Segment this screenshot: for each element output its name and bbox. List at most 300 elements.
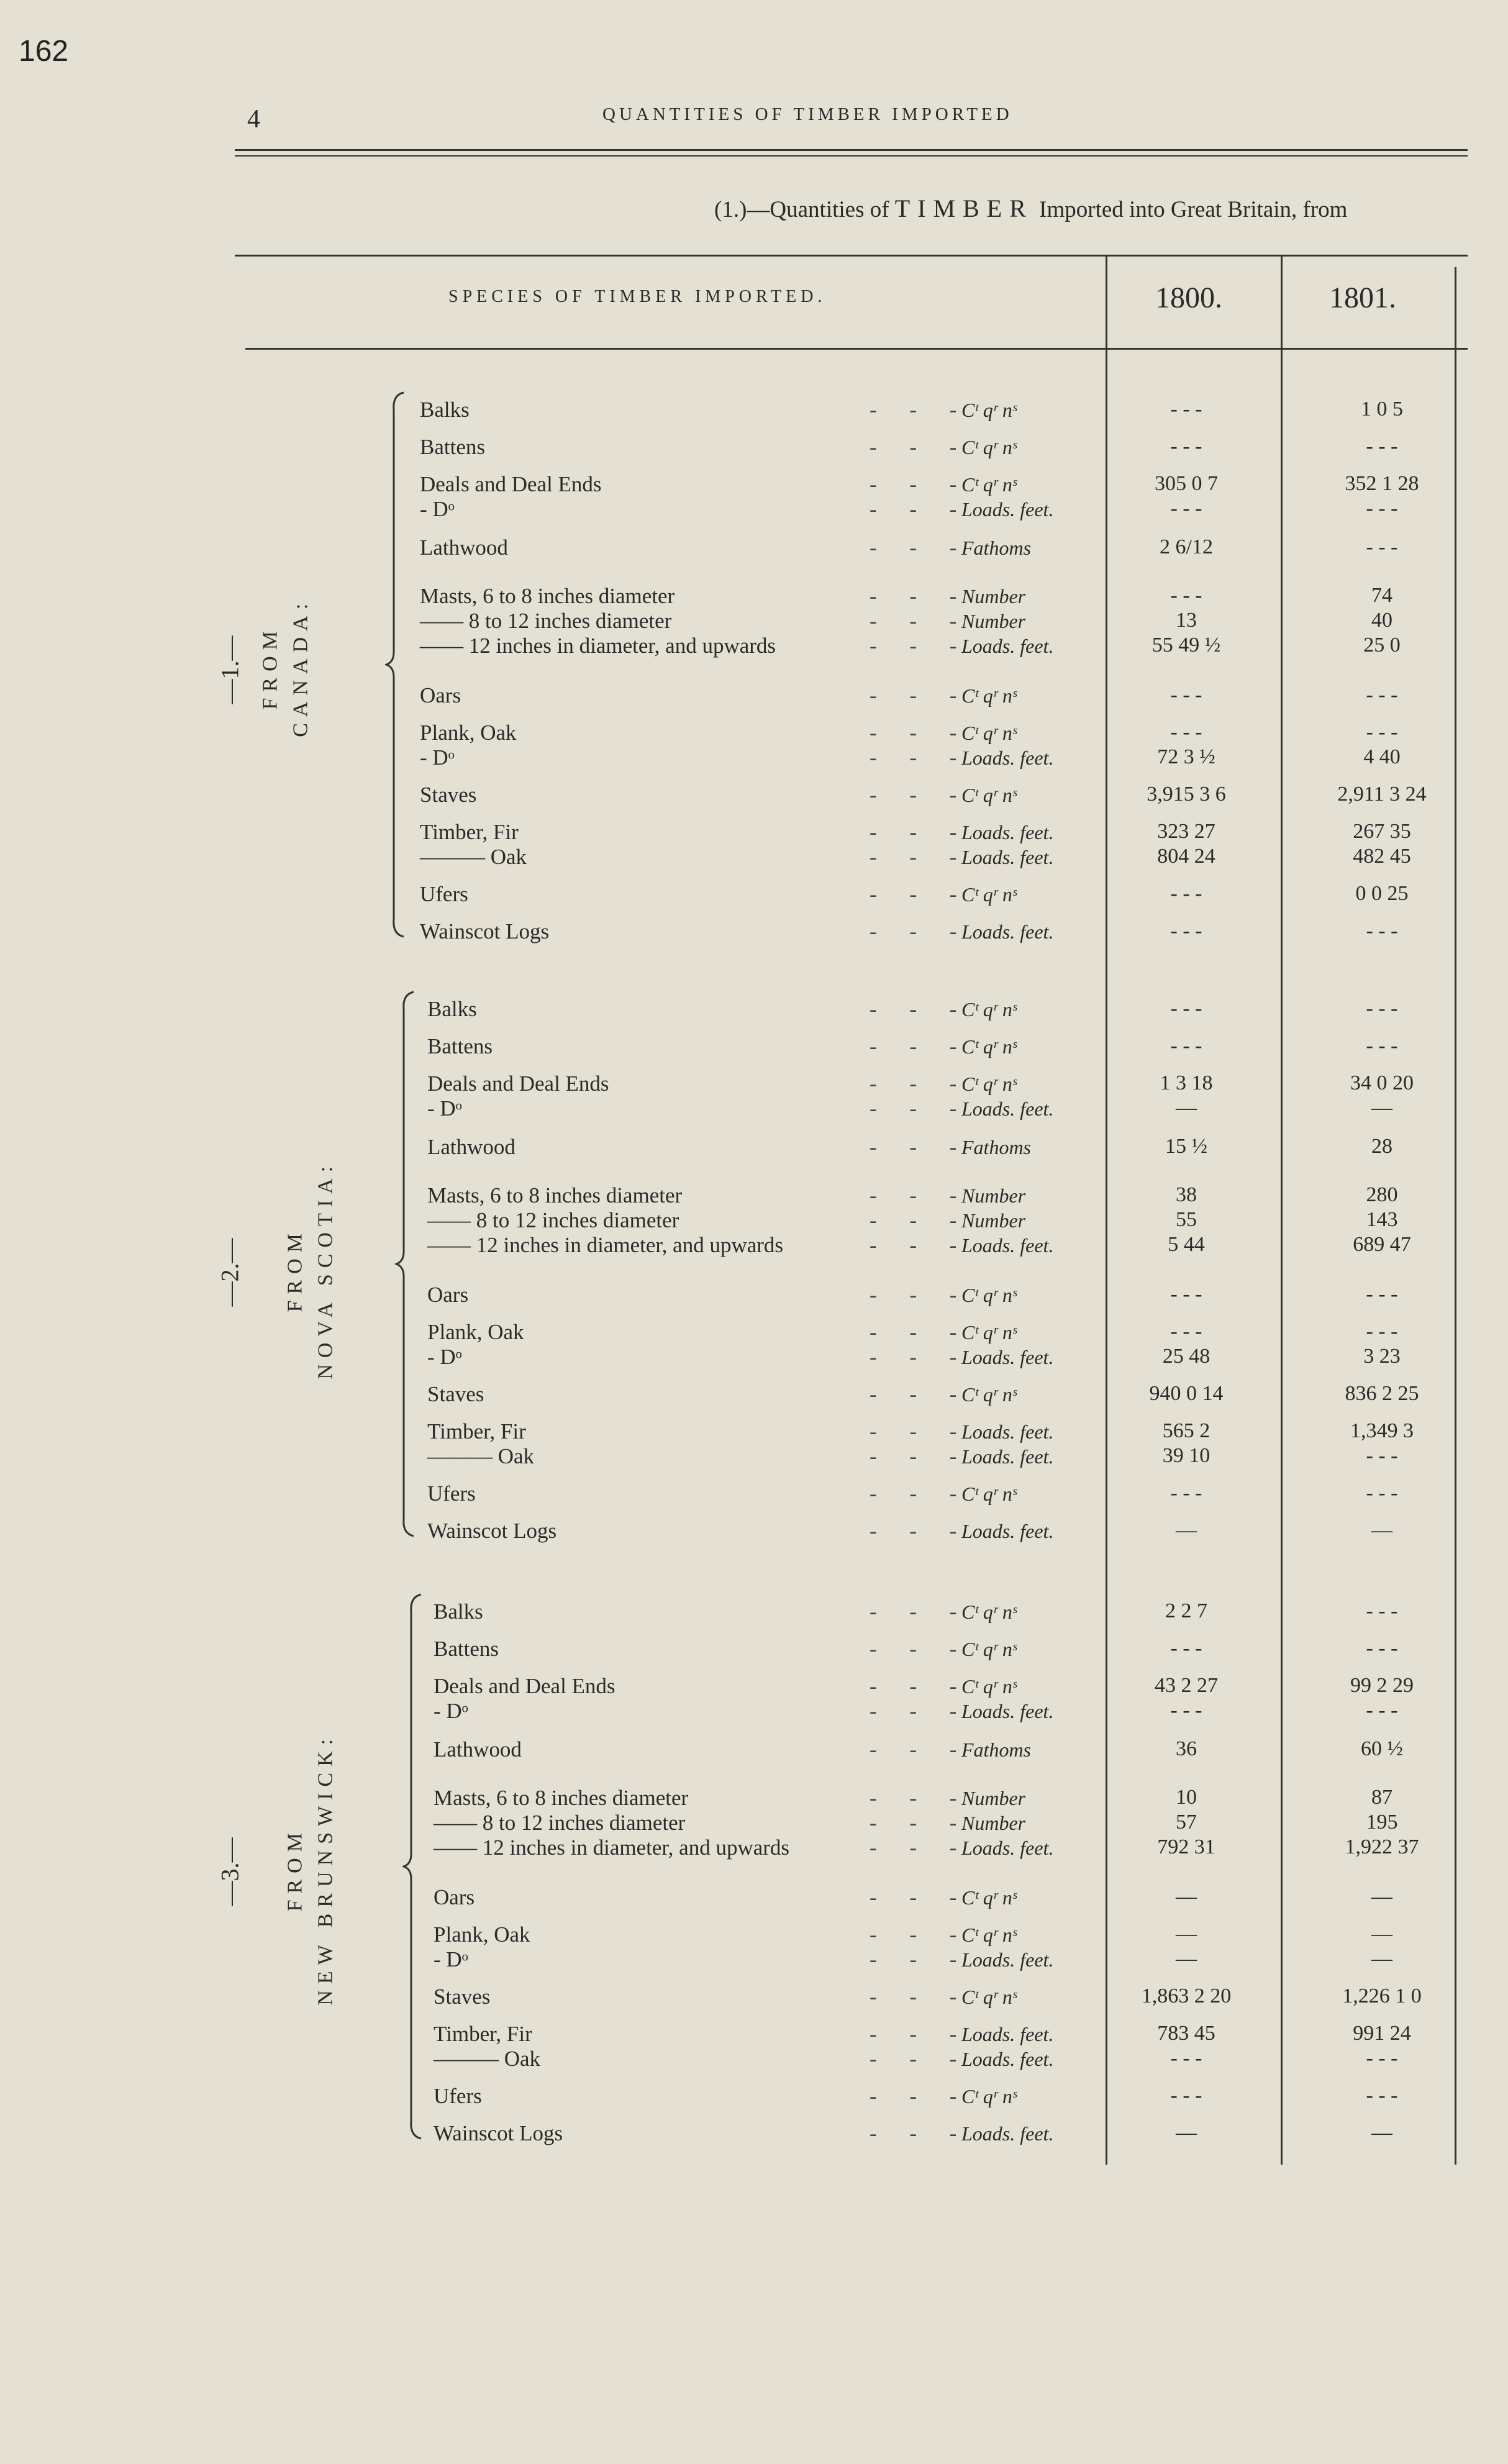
region-number: —1.— — [216, 635, 244, 704]
value-1801: — — [1371, 1096, 1392, 1119]
table-row — [0, 1599, 1508, 1624]
table-row — [0, 919, 1508, 944]
row-unit: Loads. feet. — [961, 1837, 1054, 1859]
value-1801: - - - — [1366, 1320, 1398, 1343]
value-1800: 5 44 — [1168, 1233, 1205, 1256]
row-species-name: - Dᵒ — [427, 1345, 462, 1369]
row-species-name: Balks — [427, 997, 477, 1021]
row-species-name: Wainscot Logs — [434, 2121, 563, 2145]
leader-dots: - - - — [870, 1699, 971, 1723]
table-row — [0, 609, 1508, 634]
row-species-name: Oars — [420, 683, 461, 707]
leader-dots: - - - — [870, 1444, 971, 1468]
value-1801: 3 23 — [1363, 1345, 1401, 1368]
leader-dots: - - - — [870, 2084, 971, 2108]
value-1800: 3,915 3 6 — [1147, 783, 1226, 806]
table-row — [0, 1034, 1508, 1059]
row-species-name: —— 8 to 12 inches diameter — [420, 609, 672, 633]
table-row — [0, 1320, 1508, 1345]
value-1801: - - - — [1366, 1444, 1398, 1467]
value-1801: - - - — [1366, 997, 1398, 1020]
row-unit: Loads. feet. — [961, 1700, 1054, 1722]
row-unit: Cᵗ qʳ nˢ — [961, 1986, 1017, 2008]
row-unit: Cᵗ qʳ nˢ — [961, 473, 1017, 496]
table-row — [0, 721, 1508, 745]
row-unit: Loads. feet. — [961, 2048, 1054, 2070]
rule-header-top — [235, 255, 1468, 257]
value-1801: 25 0 — [1363, 634, 1401, 657]
row-species-name: Wainscot Logs — [420, 919, 550, 943]
row-species-name: Plank, Oak — [427, 1320, 524, 1344]
rule-header-bottom — [245, 348, 1468, 350]
value-1800: — — [1176, 1519, 1197, 1542]
table-row — [0, 2047, 1508, 2071]
row-unit: Cᵗ qʳ nˢ — [961, 436, 1017, 458]
table-row — [0, 1922, 1508, 1947]
row-unit: Loads. feet. — [961, 1098, 1054, 1120]
value-1800: - - - — [1170, 1481, 1202, 1504]
value-1801: 1,226 1 0 — [1342, 1984, 1422, 2007]
value-1801: - - - — [1366, 919, 1398, 942]
value-1800: 10 — [1176, 1786, 1197, 1809]
value-1800: 792 31 — [1157, 1835, 1215, 1858]
table-row — [0, 1811, 1508, 1835]
table-row — [0, 1786, 1508, 1811]
leader-dots: - - - — [870, 1922, 971, 1947]
row-species-name: Lathwood — [420, 535, 508, 560]
value-1800: 2 2 7 — [1165, 1599, 1207, 1622]
row-unit: Loads. feet. — [961, 2023, 1054, 2045]
table-row — [0, 1835, 1508, 1860]
region-number: —2.— — [216, 1238, 244, 1307]
row-species-name: Balks — [420, 398, 470, 422]
row-unit: Cᵗ qʳ nˢ — [961, 998, 1017, 1021]
value-1800: 72 3 ½ — [1157, 745, 1215, 768]
row-unit: Cᵗ qʳ nˢ — [961, 784, 1017, 806]
row-unit: Loads. feet. — [961, 1445, 1054, 1468]
value-1801: - - - — [1366, 435, 1398, 458]
value-1800: - - - — [1170, 2084, 1202, 2107]
region-name-line2: CANADA: — [289, 597, 312, 737]
value-1801: - - - — [1366, 1699, 1398, 1722]
leader-dots: - - - — [870, 1233, 971, 1257]
row-unit: Loads. feet. — [961, 1520, 1054, 1542]
value-1801: 836 2 25 — [1345, 1382, 1419, 1405]
leader-dots: - - - — [870, 919, 971, 943]
row-unit: Cᵗ qʳ nˢ — [961, 1383, 1017, 1406]
table-row — [0, 1885, 1508, 1910]
row-species-name: Deals and Deal Ends — [434, 1674, 615, 1698]
value-1800: - - - — [1170, 1034, 1202, 1057]
value-1801: 1 0 5 — [1361, 398, 1403, 421]
row-unit: Cᵗ qʳ nˢ — [961, 1284, 1017, 1306]
row-species-name: - Dᵒ — [434, 1699, 468, 1723]
leader-dots: - - - — [870, 1345, 971, 1369]
table-row — [0, 497, 1508, 522]
value-1800: — — [1176, 1947, 1197, 1970]
value-1801: 0 0 25 — [1355, 882, 1409, 905]
value-1800: 2 6/12 — [1160, 535, 1213, 558]
value-1800: - - - — [1170, 1283, 1202, 1306]
row-unit: Cᵗ qʳ nˢ — [961, 2085, 1017, 2107]
table-row — [0, 1444, 1508, 1469]
table-row — [0, 1382, 1508, 1407]
row-species-name: —— 12 inches in diameter, and upwards — [420, 634, 776, 658]
table-row — [0, 1699, 1508, 1724]
table-row — [0, 584, 1508, 609]
row-species-name: Masts, 6 to 8 inches diameter — [420, 584, 675, 608]
leader-dots: - - - — [870, 472, 971, 496]
row-species-name: Masts, 6 to 8 inches diameter — [427, 1183, 683, 1207]
row-species-name: - Dᵒ — [427, 1096, 462, 1121]
value-1801: 689 47 — [1353, 1233, 1411, 1256]
row-unit: Fathoms — [961, 537, 1031, 559]
row-species-name: Timber, Fir — [420, 820, 519, 844]
caption-suffix: Imported into Great Britain, from — [1039, 197, 1348, 222]
value-1801: - - - — [1366, 497, 1398, 520]
table-row — [0, 1419, 1508, 1444]
value-1800: 565 2 — [1162, 1419, 1210, 1442]
row-species-name: —— 8 to 12 inches diameter — [434, 1811, 686, 1835]
value-1801: 195 — [1366, 1811, 1398, 1834]
row-unit: Loads. feet. — [961, 635, 1054, 657]
row-unit: Cᵗ qʳ nˢ — [961, 1035, 1017, 1058]
leader-dots: - - - — [870, 1737, 971, 1762]
row-unit: Cᵗ qʳ nˢ — [961, 1886, 1017, 1909]
value-1800: 1 3 18 — [1160, 1071, 1213, 1094]
rule-top-2 — [235, 155, 1468, 157]
value-1800: — — [1176, 1885, 1197, 1908]
leader-dots: - - - — [870, 1599, 971, 1624]
running-head: QUANTITIES OF TIMBER IMPORTED — [602, 104, 1013, 124]
value-1801: - - - — [1366, 1283, 1398, 1306]
value-1801: 280 — [1366, 1183, 1398, 1206]
leader-dots: - - - — [870, 398, 971, 422]
table-row — [0, 1071, 1508, 1096]
value-1801: - - - — [1366, 683, 1398, 706]
row-unit: Loads. feet. — [961, 1346, 1054, 1368]
row-species-name: Balks — [434, 1599, 483, 1624]
row-unit: Number — [961, 1209, 1026, 1232]
table-row — [0, 472, 1508, 497]
value-1800: 305 0 7 — [1155, 472, 1218, 495]
row-unit: Loads. feet. — [961, 846, 1054, 868]
table-row — [0, 535, 1508, 560]
leader-dots: - - - — [870, 1674, 971, 1698]
value-1801: 87 — [1371, 1786, 1392, 1809]
leader-dots: - - - — [870, 882, 971, 906]
row-species-name: Staves — [420, 783, 477, 807]
table-row — [0, 2022, 1508, 2047]
row-species-name: Oars — [434, 1885, 475, 1909]
value-1801: 2,911 3 24 — [1337, 783, 1427, 806]
table-row — [0, 820, 1508, 845]
leader-dots: - - - — [870, 845, 971, 869]
table-caption — [714, 194, 1347, 223]
value-1801: — — [1371, 1519, 1392, 1542]
caption-prefix: (1.)—Quantities of — [714, 197, 889, 222]
leader-dots: - - - — [870, 1786, 971, 1810]
value-1800: 36 — [1176, 1737, 1197, 1760]
leader-dots: - - - — [870, 683, 971, 707]
leader-dots: - - - — [870, 1519, 971, 1543]
leader-dots: - - - — [870, 634, 971, 658]
row-unit: Fathoms — [961, 1739, 1031, 1761]
row-species-name: Timber, Fir — [434, 2022, 532, 2046]
row-species-name: Ufers — [434, 2084, 482, 2108]
table-row — [0, 1208, 1508, 1233]
value-1800: - - - — [1170, 1637, 1202, 1660]
table-row — [0, 1519, 1508, 1543]
value-1800: 38 — [1176, 1183, 1197, 1206]
value-1800: - - - — [1170, 584, 1202, 607]
value-1801: 40 — [1371, 609, 1392, 632]
table-row — [0, 398, 1508, 422]
value-1801: 1,922 37 — [1345, 1835, 1419, 1858]
row-unit: Cᵗ qʳ nˢ — [961, 722, 1017, 744]
leader-dots: - - - — [870, 1071, 971, 1096]
row-species-name: Plank, Oak — [420, 721, 517, 745]
value-1801: - - - — [1366, 2084, 1398, 2107]
leader-dots: - - - — [870, 1885, 971, 1909]
header-year-1800: 1800. — [1155, 281, 1222, 314]
leader-dots: - - - — [870, 1096, 971, 1121]
table-row — [0, 997, 1508, 1022]
value-1801: 352 1 28 — [1345, 472, 1419, 495]
table-row — [0, 1947, 1508, 1972]
row-species-name: Deals and Deal Ends — [427, 1071, 609, 1096]
table-row — [0, 2084, 1508, 2109]
region-name-line1: FROM — [258, 625, 282, 710]
row-unit: Number — [961, 585, 1026, 607]
value-1800: 55 — [1176, 1208, 1197, 1231]
value-1801: 60 ½ — [1361, 1737, 1403, 1760]
value-1801: - - - — [1366, 1034, 1398, 1057]
row-species-name: ——— Oak — [427, 1444, 535, 1468]
value-1800: - - - — [1170, 398, 1202, 421]
table-row — [0, 1283, 1508, 1307]
value-1801: 74 — [1371, 584, 1392, 607]
row-unit: Number — [961, 1184, 1026, 1207]
leader-dots: - - - — [870, 745, 971, 770]
leader-dots: - - - — [870, 435, 971, 459]
leader-dots: - - - — [870, 721, 971, 745]
scan-page-number: 162 — [19, 35, 69, 68]
region-name — [280, 1127, 342, 1412]
value-1800: - - - — [1170, 1320, 1202, 1343]
row-species-name: Lathwood — [427, 1135, 516, 1159]
leader-dots: - - - — [870, 609, 971, 633]
leader-dots: - - - — [870, 783, 971, 807]
leader-dots: - - - — [870, 1947, 971, 1971]
row-unit: Number — [961, 610, 1026, 632]
region-name-line1: FROM — [283, 1827, 307, 1912]
value-1801: - - - — [1366, 721, 1398, 743]
value-1801: 991 24 — [1353, 2022, 1411, 2045]
leader-dots: - - - — [870, 820, 971, 844]
table-row — [0, 2121, 1508, 2146]
row-species-name: Deals and Deal Ends — [420, 472, 602, 496]
leader-dots: - - - — [870, 535, 971, 560]
region-name-line1: FROM — [283, 1227, 307, 1312]
row-unit: Loads. feet. — [961, 821, 1054, 843]
leader-dots: - - - — [870, 1208, 971, 1232]
value-1801: — — [1371, 1885, 1392, 1908]
row-species-name: Masts, 6 to 8 inches diameter — [434, 1786, 689, 1810]
value-1800: 57 — [1176, 1811, 1197, 1834]
value-1801: - - - — [1366, 2047, 1398, 2070]
row-unit: Loads. feet. — [961, 921, 1054, 943]
value-1800: — — [1176, 2121, 1197, 2144]
row-unit: Number — [961, 1787, 1026, 1809]
row-species-name: Battens — [420, 435, 485, 459]
value-1800: 1,863 2 20 — [1141, 1984, 1232, 2007]
value-1800: 13 — [1176, 609, 1197, 632]
leader-dots: - - - — [870, 1835, 971, 1860]
value-1801: - - - — [1366, 1599, 1398, 1622]
value-1800: - - - — [1170, 882, 1202, 905]
value-1801: 482 45 — [1353, 845, 1411, 868]
value-1800: 39 10 — [1162, 1444, 1210, 1467]
value-1800: - - - — [1170, 997, 1202, 1020]
row-species-name: Ufers — [427, 1481, 476, 1506]
table-row — [0, 435, 1508, 460]
value-1800: - - - — [1170, 919, 1202, 942]
table-row — [0, 882, 1508, 907]
row-species-name: - Dᵒ — [420, 497, 455, 521]
table-row — [0, 1481, 1508, 1506]
value-1800: - - - — [1170, 721, 1202, 743]
value-1800: 783 45 — [1157, 2022, 1215, 2045]
row-unit: Cᵗ qʳ nˢ — [961, 1601, 1017, 1623]
row-species-name: —— 8 to 12 inches diameter — [427, 1208, 679, 1232]
value-1801: 267 35 — [1353, 820, 1411, 843]
leader-dots: - - - — [870, 1637, 971, 1661]
leader-dots: - - - — [870, 1320, 971, 1344]
table-row — [0, 845, 1508, 870]
value-1800: 43 2 27 — [1155, 1674, 1218, 1697]
value-1800: - - - — [1170, 497, 1202, 520]
value-1801: - - - — [1366, 1637, 1398, 1660]
row-unit: Loads. feet. — [961, 1948, 1054, 1971]
leader-dots: - - - — [870, 1283, 971, 1307]
row-unit: Cᵗ qʳ nˢ — [961, 883, 1017, 906]
value-1801: - - - — [1366, 1481, 1398, 1504]
rule-top-1 — [235, 149, 1468, 151]
value-1800: 25 48 — [1162, 1345, 1210, 1368]
value-1800: - - - — [1170, 2047, 1202, 2070]
value-1801: 99 2 29 — [1350, 1674, 1414, 1697]
region-name-line2: NEW BRUNSWICK: — [314, 1732, 337, 2006]
leader-dots: - - - — [870, 1135, 971, 1159]
table-row — [0, 783, 1508, 807]
caption-word: TIMBER — [894, 194, 1033, 222]
row-unit: Cᵗ qʳ nˢ — [961, 1675, 1017, 1698]
value-1800: — — [1176, 1922, 1197, 1945]
value-1800: 940 0 14 — [1149, 1382, 1224, 1405]
value-1801: 4 40 — [1363, 745, 1401, 768]
row-species-name: ——— Oak — [434, 2047, 541, 2071]
value-1801: 143 — [1366, 1208, 1398, 1231]
value-1800: - - - — [1170, 435, 1202, 458]
leader-dots: - - - — [870, 2022, 971, 2046]
row-unit: Cᵗ qʳ nˢ — [961, 684, 1017, 707]
header-species: SPECIES OF TIMBER IMPORTED. — [448, 287, 827, 306]
region-name-line2: NOVA SCOTIA: — [314, 1160, 337, 1380]
value-1800: - - - — [1170, 1699, 1202, 1722]
row-unit: Loads. feet. — [961, 1234, 1054, 1257]
table-row — [0, 1135, 1508, 1160]
leader-dots: - - - — [870, 1481, 971, 1506]
value-1801: — — [1371, 1947, 1392, 1970]
table-row — [0, 683, 1508, 708]
value-1800: — — [1176, 1096, 1197, 1119]
row-unit: Loads. feet. — [961, 747, 1054, 769]
leader-dots: - - - — [870, 497, 971, 521]
leader-dots: - - - — [870, 584, 971, 608]
row-species-name: Battens — [434, 1637, 499, 1661]
table-row — [0, 1737, 1508, 1762]
row-unit: Loads. feet. — [961, 1421, 1054, 1443]
table-row — [0, 1637, 1508, 1662]
row-species-name: Lathwood — [434, 1737, 522, 1762]
leader-dots: - - - — [870, 1183, 971, 1207]
row-species-name: ——— Oak — [420, 845, 527, 869]
leader-dots: - - - — [870, 1984, 971, 2009]
row-species-name: - Dᵒ — [420, 745, 455, 770]
row-species-name: Wainscot Logs — [427, 1519, 557, 1543]
row-unit: Number — [961, 1812, 1026, 1834]
header-year-1801: 1801. — [1329, 281, 1396, 314]
row-species-name: Staves — [434, 1984, 491, 2009]
leader-dots: - - - — [870, 1382, 971, 1406]
value-1800: - - - — [1170, 683, 1202, 706]
value-1800: 55 49 ½ — [1151, 634, 1221, 657]
value-1801: 1,349 3 — [1350, 1419, 1414, 1442]
leader-dots: - - - — [870, 1811, 971, 1835]
value-1801: — — [1371, 1922, 1392, 1945]
table-row — [0, 1096, 1508, 1121]
table-row — [0, 1183, 1508, 1208]
value-1801: 28 — [1371, 1135, 1392, 1158]
table-row — [0, 634, 1508, 658]
row-species-name: Oars — [427, 1283, 469, 1307]
row-species-name: Plank, Oak — [434, 1922, 530, 1947]
row-species-name: —— 12 inches in diameter, and upwards — [434, 1835, 790, 1860]
row-unit: Cᵗ qʳ nˢ — [961, 399, 1017, 421]
leader-dots: - - - — [870, 1034, 971, 1058]
value-1801: — — [1371, 2121, 1392, 2144]
row-unit: Cᵗ qʳ nˢ — [961, 1483, 1017, 1505]
row-unit: Loads. feet. — [961, 498, 1054, 521]
row-unit: Loads. feet. — [961, 2122, 1054, 2145]
value-1800: 15 ½ — [1165, 1135, 1207, 1158]
folio-number: 4 — [247, 105, 260, 134]
row-species-name: Ufers — [420, 882, 468, 906]
region-number: —3.— — [216, 1837, 244, 1906]
row-unit: Fathoms — [961, 1136, 1031, 1158]
row-species-name: - Dᵒ — [434, 1947, 468, 1971]
value-1801: 34 0 20 — [1350, 1071, 1414, 1094]
table-row — [0, 1674, 1508, 1699]
value-1800: 323 27 — [1157, 820, 1215, 843]
table-row — [0, 1345, 1508, 1370]
row-species-name: Staves — [427, 1382, 484, 1406]
row-species-name: Battens — [427, 1034, 493, 1058]
row-unit: Cᵗ qʳ nˢ — [961, 1321, 1017, 1343]
leader-dots: - - - — [870, 2047, 971, 2071]
value-1801: - - - — [1366, 535, 1398, 558]
